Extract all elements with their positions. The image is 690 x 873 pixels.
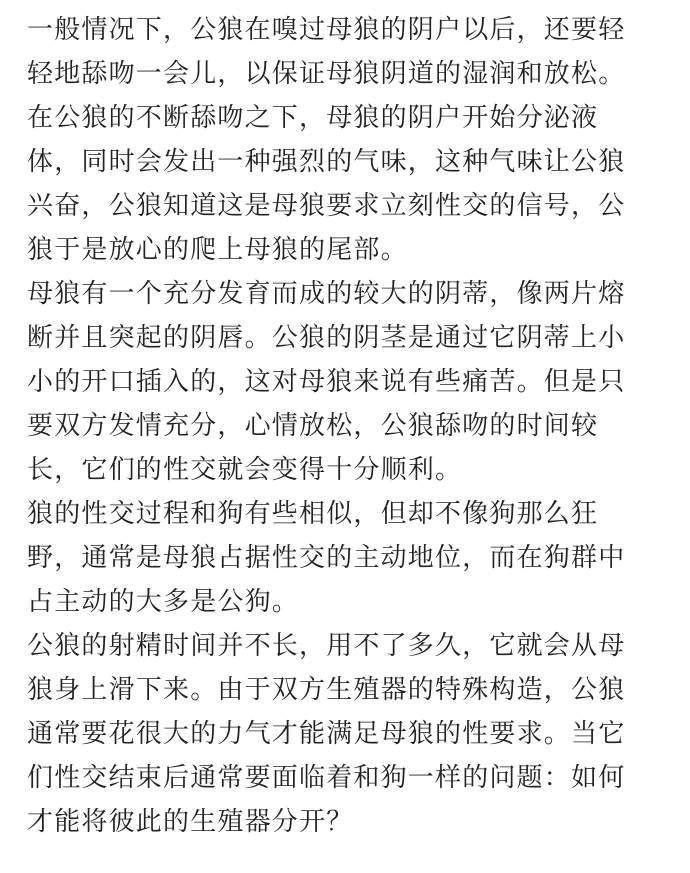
text-line: 公狼的射精时间并不长，用不了多久，它就会从母 bbox=[27, 631, 626, 661]
text-line: 要双方发情充分，心情放松，公狼舔吻的时间较 bbox=[27, 411, 599, 441]
paragraph-4 bbox=[27, 624, 672, 844]
text-line: 一般情况下，公狼在嗅过母狼的阴户以后，还要轻 bbox=[27, 15, 626, 45]
text-line: 小的开口插入的，这对母狼来说有些痛苦。但是只 bbox=[27, 367, 626, 397]
paragraph-3 bbox=[27, 492, 672, 624]
article-body bbox=[27, 8, 672, 844]
text-line: 们性交结束后通常要面临着和狗一样的问题：如何 bbox=[27, 763, 626, 793]
text-line: 狼的性交过程和狗有些相似，但却不像狗那么狂 bbox=[27, 499, 599, 529]
text-line: 通常要花很大的力气才能满足母狼的性要求。当它 bbox=[27, 719, 626, 749]
text-line: 母狼有一个充分发育而成的较大的阴蒂，像两片熔 bbox=[27, 279, 626, 309]
text-line: 狼身上滑下来。由于双方生殖器的特殊构造，公狼 bbox=[27, 675, 626, 705]
text-line: 在公狼的不断舔吻之下，母狼的阴户开始分泌液 bbox=[27, 103, 599, 133]
text-line: 才能将彼此的生殖器分开？ bbox=[27, 807, 354, 837]
text-line: 轻地舔吻一会儿，以保证母狼阴道的湿润和放松。 bbox=[27, 59, 626, 89]
text-line: 兴奋，公狼知道这是母狼要求立刻性交的信号，公 bbox=[27, 191, 626, 221]
text-line: 野，通常是母狼占据性交的主动地位，而在狗群中 bbox=[27, 543, 626, 573]
text-line: 断并且突起的阴唇。公狼的阴茎是通过它阴蒂上小 bbox=[27, 323, 626, 353]
text-line: 狼于是放心的爬上母狼的尾部。 bbox=[27, 235, 408, 265]
text-line: 体，同时会发出一种强烈的气味，这种气味让公狼 bbox=[27, 147, 626, 177]
paragraph-1 bbox=[27, 8, 672, 272]
text-line: 长，它们的性交就会变得十分顺利。 bbox=[27, 455, 463, 485]
text-line: 占主动的大多是公狗。 bbox=[27, 587, 300, 617]
paragraph-2 bbox=[27, 272, 672, 492]
